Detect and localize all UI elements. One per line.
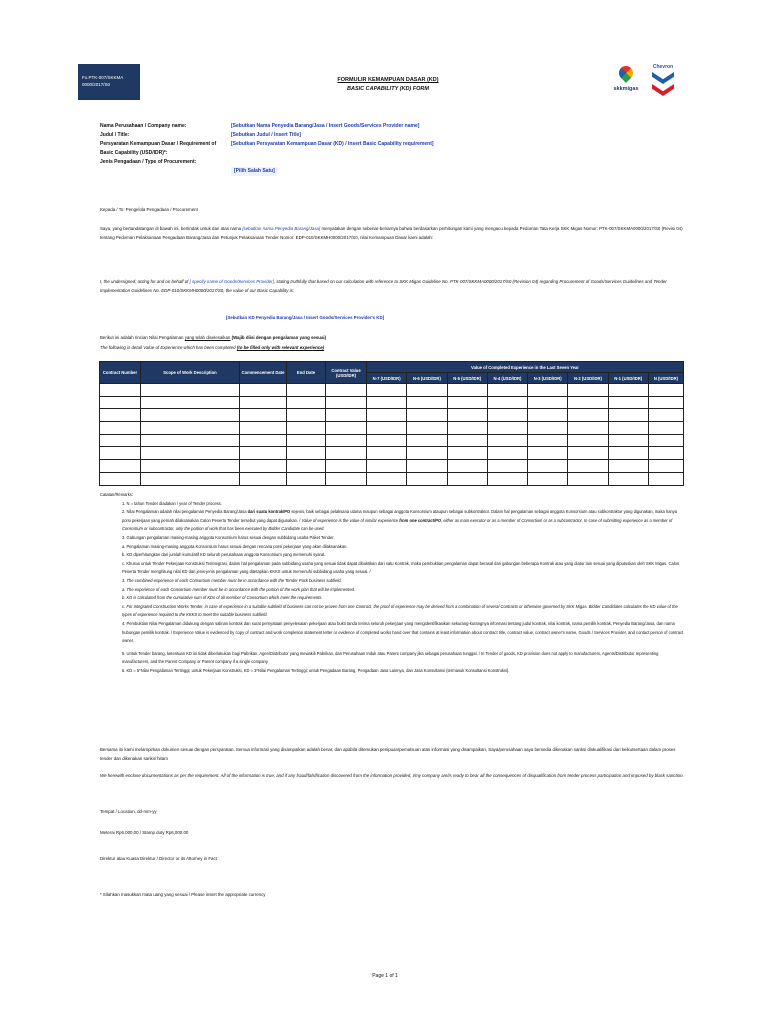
table-cell[interactable] bbox=[447, 472, 487, 485]
exp-intro-id-c: (Wajib diisi dengan pengalaman yang sesuai) bbox=[231, 335, 327, 340]
table-cell[interactable] bbox=[648, 447, 683, 460]
table-cell[interactable] bbox=[568, 384, 608, 397]
table-cell[interactable] bbox=[100, 460, 141, 473]
remark-1: 1. N = tahun Tender diadakan / year of Tender process. bbox=[122, 500, 222, 506]
table-cell[interactable] bbox=[648, 422, 683, 435]
table-cell[interactable] bbox=[141, 422, 240, 435]
remark-3b: b. KD diperhitungkan dari jumlah kumulatif KD seluruh perusahaan anggota Konsorsium yang memenuhi syarat. bbox=[122, 552, 326, 558]
table-cell[interactable] bbox=[326, 409, 367, 422]
chevron-shield-icon bbox=[652, 72, 674, 98]
table-cell[interactable] bbox=[141, 409, 240, 422]
table-cell[interactable] bbox=[648, 384, 683, 397]
table-cell[interactable] bbox=[648, 472, 683, 485]
table-cell[interactable] bbox=[100, 447, 141, 460]
table-cell[interactable] bbox=[568, 447, 608, 460]
table-cell[interactable] bbox=[568, 422, 608, 435]
table-cell[interactable] bbox=[287, 422, 326, 435]
col-year-5: N-2 (USD/IDR) bbox=[568, 373, 608, 384]
table-cell[interactable] bbox=[141, 472, 240, 485]
exp-intro-en-a: The following is detail Value of Experience which has been completed bbox=[100, 345, 236, 350]
table-cell[interactable] bbox=[367, 472, 407, 485]
col-year-3: N-4 (USD/IDR) bbox=[487, 373, 527, 384]
col-contract-number: Contract Number bbox=[100, 362, 141, 384]
table-cell[interactable] bbox=[141, 434, 240, 447]
table-row bbox=[100, 409, 684, 422]
remark-2: 2. Nilai Pengalaman adalah nilai pengalaman Penyedia Barang/Jasa dari suatu kontrak/PO sejenis, baik sebagai pelaksana utama maupun sebagai anggota Konsorsium ataupun sebagai subkontraktor. Dalam hal pengalaman sebagai anggota Konsorsium atau subkontraktor yang digunakan, maka hanya porsi pekerjaan yang pernah dilaksanakan Calon Peserta Tender tersebut yang dapat digunakan. / Value of experience is the value of similar experience from one contract/PO, either as main executor or as a member of Consortium or as a subcontractor. In case of submitting experience as a member of Consortium or subcontractor, only the portion of work that has been executed by Bidder Candidate can be used. bbox=[122, 509, 678, 532]
table-cell[interactable] bbox=[100, 409, 141, 422]
table-cell[interactable] bbox=[608, 434, 648, 447]
table-cell[interactable] bbox=[326, 460, 367, 473]
table-cell[interactable] bbox=[487, 384, 527, 397]
table-cell[interactable] bbox=[528, 409, 568, 422]
table-cell[interactable] bbox=[487, 434, 527, 447]
table-cell[interactable] bbox=[608, 460, 648, 473]
table-row bbox=[100, 384, 684, 397]
col-year-7: N (USD/IDR) bbox=[648, 373, 683, 384]
procurement-type-select[interactable]: [Pilih Salah Satu] bbox=[231, 167, 278, 176]
table-cell[interactable] bbox=[100, 472, 141, 485]
table-cell[interactable] bbox=[100, 434, 141, 447]
remark-6: 6. KD = 5*Nilai Pengalaman Tertinggi; untuk Pekerjaan Konstruksi, KD = 3*Nilai Pengalaman Tertinggi; untuk Pengadaan Barang, Pengadaan Jasa Lainnya, dan Jasa Konsultansi (termasuk Konsultansi Konstruksi). bbox=[122, 667, 510, 673]
form-title: FORMULIR KEMAMPUAN DASAR (KD) bbox=[337, 77, 439, 83]
form-code-line2: 0000/2017/S0 bbox=[82, 82, 111, 87]
table-cell[interactable] bbox=[447, 447, 487, 460]
company-name-field[interactable]: [Sebutkan Nama Penyedia Barang/Jasa / Insert Goods/Services Provider name] bbox=[231, 123, 420, 129]
place-date: Tempat / Location, dd-mm-yy bbox=[100, 809, 157, 814]
stamp-duty: Meterai Rp6.000,00 / Stamp duty Rp6,000.00 bbox=[100, 830, 189, 835]
currency-footnote: * Silahkan masukkan mata uang yang sesuai / Please insert the appropriate currency bbox=[100, 892, 266, 897]
table-cell[interactable] bbox=[407, 422, 447, 435]
table-cell[interactable] bbox=[528, 422, 568, 435]
table-cell[interactable] bbox=[608, 384, 648, 397]
declaration-id: Bersama ini kami melampirkan dokumen sesuai dengan persyaratan. Semua informasi yang disampaikan adalah benar, dan apabila ditemukan penipuan/pemalsuan atas informasi yang disampaikan, Saya/perusahaan saya bersedia dikenakan sanksi diskualifikasi dari keikutsertaan dalam proses tender dan dikenakan sanksi hitam bbox=[100, 747, 676, 761]
remark-3-en: 3. The combined experience of each Consortium member must be in accordance with the Tender Pack business subfield. bbox=[122, 577, 342, 583]
table-cell[interactable] bbox=[367, 434, 407, 447]
col-year-2: N-5 (USD/IDR) bbox=[447, 373, 487, 384]
table-cell[interactable] bbox=[528, 434, 568, 447]
table-cell[interactable] bbox=[447, 409, 487, 422]
experience-intro-id bbox=[100, 334, 685, 343]
table-cell[interactable] bbox=[487, 472, 527, 485]
table-cell[interactable] bbox=[407, 434, 447, 447]
table-cell[interactable] bbox=[528, 447, 568, 460]
table-cell[interactable] bbox=[141, 396, 240, 409]
table-cell[interactable] bbox=[568, 460, 608, 473]
experience-table bbox=[99, 361, 684, 486]
table-cell[interactable] bbox=[287, 460, 326, 473]
table-cell[interactable] bbox=[608, 409, 648, 422]
declaration-en: We herewith enclose documentations as per the requirement. All of the information is true, and if any fraud/falsification discovered from the information provided, I/my company am/is ready to bear all the consequences of disqualification from tender process participation and imposed by black sanction. bbox=[100, 773, 684, 778]
table-cell[interactable] bbox=[367, 396, 407, 409]
signatory-line: Direktur atau Kuasa Direktur / Director or its Attorney in Fact bbox=[100, 856, 217, 861]
table-cell[interactable] bbox=[407, 384, 447, 397]
table-cell[interactable] bbox=[141, 460, 240, 473]
table-cell[interactable] bbox=[407, 472, 447, 485]
form-code-line1: Fo.PTK-007/SKKMA bbox=[82, 75, 124, 80]
statement-id bbox=[100, 225, 685, 242]
table-cell[interactable] bbox=[240, 396, 287, 409]
recipient-line: Kepada / To: Pengelola Pengadaan / Procurement bbox=[100, 207, 198, 212]
procurement-type-label: Jenis Pengadaan / Type of Procurement: bbox=[100, 159, 197, 165]
table-cell[interactable] bbox=[100, 384, 141, 397]
table-cell[interactable] bbox=[240, 472, 287, 485]
table-cell[interactable] bbox=[240, 434, 287, 447]
table-cell[interactable] bbox=[608, 422, 648, 435]
skkmigas-logo-text: skkmigas bbox=[613, 86, 639, 92]
table-cell[interactable] bbox=[367, 447, 407, 460]
table-cell[interactable] bbox=[326, 422, 367, 435]
table-cell[interactable] bbox=[447, 422, 487, 435]
remark-3b-en: b. KD is calculated from the cumulative sum of KDs of all member of Consortium which meet the requirements. bbox=[122, 595, 323, 601]
table-cell[interactable] bbox=[487, 447, 527, 460]
requirement-field[interactable]: [Sebutkan Persyaratan Kemampuan Dasar (KD) / Insert Basic Capability requirement] bbox=[231, 141, 434, 147]
statement-en bbox=[100, 278, 685, 295]
table-cell[interactable] bbox=[608, 447, 648, 460]
exp-intro-id-a: Berikut ini adalah rincian Nilai Pengalaman bbox=[100, 335, 184, 340]
chevron-logo-text: Chevron bbox=[652, 64, 674, 70]
table-row bbox=[100, 396, 684, 409]
table-cell[interactable] bbox=[287, 384, 326, 397]
col-end-date: End Date bbox=[287, 362, 326, 384]
provider-name-placeholder-en[interactable]: [ specify name of Goods/Services Provider] bbox=[189, 279, 274, 284]
table-cell[interactable] bbox=[487, 460, 527, 473]
table-cell[interactable] bbox=[240, 422, 287, 435]
form-code-box bbox=[78, 64, 140, 100]
col-year-0: N-7 (USD/IDR) bbox=[367, 373, 407, 384]
table-cell[interactable] bbox=[447, 396, 487, 409]
company-name-label: Nama Perusahaan / Company name: bbox=[100, 123, 187, 129]
skkmigas-pin-icon bbox=[616, 63, 636, 83]
skkmigas-logo bbox=[610, 66, 642, 102]
remark-3c-en: c. For Integrated Construction Works Tender, in case of experience in a suitable subfield of business can not be proven from one Contract, the proof of experience may be derived from a combination of several Contracts or otherwise governed by SKK Migas. Bidder Candidates calculates the KD value of the types of experience required to the KKKS to meet the suitable business subfield. bbox=[122, 603, 678, 618]
table-cell[interactable] bbox=[240, 460, 287, 473]
experience-intro-en bbox=[100, 344, 685, 353]
remark-3a-en: a. The experience of each Consortium member must be in accordance with the portion of the work plan that will be implemented. bbox=[122, 586, 356, 592]
col-year-4: N-3 (USD/IDR) bbox=[528, 373, 568, 384]
table-cell[interactable] bbox=[528, 472, 568, 485]
table-cell[interactable] bbox=[287, 409, 326, 422]
col-year-1: N-6 (USD/IDR) bbox=[407, 373, 447, 384]
statement-en-part1: I, the undersigned, acting for and on behalf of bbox=[100, 279, 189, 284]
table-cell[interactable] bbox=[407, 396, 447, 409]
table-cell[interactable] bbox=[287, 472, 326, 485]
table-cell[interactable] bbox=[568, 472, 608, 485]
table-cell[interactable] bbox=[528, 460, 568, 473]
provider-name-placeholder[interactable]: [sebutkan nama Penyedia Barang/Jasa] bbox=[242, 226, 321, 231]
remarks bbox=[100, 491, 685, 675]
table-cell[interactable] bbox=[367, 384, 407, 397]
table-cell[interactable] bbox=[528, 396, 568, 409]
table-cell[interactable] bbox=[287, 447, 326, 460]
table-cell[interactable] bbox=[528, 384, 568, 397]
table-cell[interactable] bbox=[487, 396, 527, 409]
statement-id-part2: menyatakan dengan sebenar-benarnya bahwa berdasarkan perhitungan kami yang mengacu kepada Pedoman Tata Kerja SKK Migas Nomor: PTK-007/SKKMA0000/2017/S0 (Revisi 04) tentang Pedoman Pelaksanaan Pengadaan Barang/Jasa dan Petunjuk Pelaksanaan Tender Nomor: EDP-010/SKKMH0000/2017/S0, nilai Kemampuan Dasar kami adalah: bbox=[100, 226, 683, 240]
table-cell[interactable] bbox=[326, 384, 367, 397]
table-cell[interactable] bbox=[407, 409, 447, 422]
table-row bbox=[100, 434, 684, 447]
table-cell[interactable] bbox=[326, 434, 367, 447]
col-scope: Scope of Work Description bbox=[141, 362, 240, 384]
table-cell[interactable] bbox=[240, 409, 287, 422]
table-cell[interactable] bbox=[648, 460, 683, 473]
table-cell[interactable] bbox=[287, 396, 326, 409]
exp-intro-en-b: (to be filled only with relevant experience) bbox=[236, 345, 325, 350]
col-contract-value: Contract Value (USD/IDR) bbox=[326, 362, 367, 384]
table-cell[interactable] bbox=[407, 460, 447, 473]
chevron-logo bbox=[648, 64, 678, 104]
table-cell[interactable] bbox=[648, 434, 683, 447]
table-cell[interactable] bbox=[141, 384, 240, 397]
remark-5: 5. Untuk Tender barang, ketentuan KD ini tidak diberlakukan bagi Pabrikan, Agen/Distributor yang mewakili Pabrikan, dan Perusahaan Induk atau Parent company jika sebagai perusahaan tunggal. / In Tender of goods, KD provision does not apply to manufacturers, Agents/Distributor representing manufacturers, and the Parent Company or Parent company if a single company. bbox=[122, 650, 659, 665]
remark-4: 4. Pembuktian Nilai Pengalaman didukung dengan salinan kontrak dan surat pernyataan penyelesaian pekerjaan atau bukti tanda terima seluruh pekerjaan yang mengidentifikasikan sekurang-kurangnya informasi tentang judul kontrak, nilai kontrak, nama pemilik kontrak, Penyedia Barang/Jasa, dan nama hubungan pemilik kontrak. / Experience Value is evidenced by copy of contract and work completion statement letter or evidence of completed works hand over that contains at least information about contract title, contract value, contract owner's name, Goods / Services Provider, and contact person of contract owner. bbox=[122, 620, 684, 644]
table-cell[interactable] bbox=[487, 409, 527, 422]
table-row bbox=[100, 447, 684, 460]
table-cell[interactable] bbox=[141, 447, 240, 460]
table-cell[interactable] bbox=[608, 396, 648, 409]
table-cell[interactable] bbox=[447, 384, 487, 397]
title-field[interactable]: [Sebutkan Judul / Insert Title] bbox=[231, 132, 301, 138]
remarks-title: Catatan/Remarks: bbox=[100, 492, 133, 497]
table-cell[interactable] bbox=[100, 422, 141, 435]
col-commencement: Commencement Date bbox=[240, 362, 287, 384]
requirement-label: Persyaratan Kemampuan Dasar / Requirement of Basic Capability (USD/IDR)*: bbox=[100, 141, 217, 156]
remark-3: 3. Gabungan pengalaman masing-masing anggota Konsorsium harus sesuai dengan subbidang usaha Paket Tender. bbox=[122, 534, 335, 540]
table-cell[interactable] bbox=[326, 447, 367, 460]
table-cell[interactable] bbox=[367, 409, 407, 422]
table-cell[interactable] bbox=[367, 422, 407, 435]
page-number: Page 1 of 1 bbox=[372, 973, 398, 979]
table-cell[interactable] bbox=[326, 472, 367, 485]
table-cell[interactable] bbox=[407, 447, 447, 460]
document-header bbox=[78, 64, 692, 104]
kd-value-field[interactable]: [Sebutkan KD Penyedia Barang/Jasa / Insert Goods/Services Provider's KD] bbox=[225, 315, 385, 320]
remark-3a: a. Pengalaman masing-masing anggota Konsorsium harus sesuai dengan rencana porsi pekerjaan yang akan dilaksanakan. bbox=[122, 543, 348, 549]
table-cell[interactable] bbox=[568, 434, 608, 447]
table-cell[interactable] bbox=[568, 396, 608, 409]
table-cell[interactable] bbox=[287, 434, 326, 447]
table-cell[interactable] bbox=[648, 409, 683, 422]
table-cell[interactable] bbox=[568, 409, 608, 422]
table-row bbox=[100, 460, 684, 473]
table-cell[interactable] bbox=[326, 396, 367, 409]
col-group-experience: Value of Completed Experience in the Last Seven Year bbox=[367, 362, 684, 373]
col-year-6: N-1 (USD/IDR) bbox=[608, 373, 648, 384]
table-cell[interactable] bbox=[367, 460, 407, 473]
table-cell[interactable] bbox=[487, 422, 527, 435]
statement-id-part1: Saya, yang bertandatangan di bawah ini, bertindak untuk dan atas nama bbox=[100, 226, 242, 231]
info-values bbox=[231, 122, 481, 176]
table-cell[interactable] bbox=[648, 396, 683, 409]
title-label: Judul / Title: bbox=[100, 132, 130, 138]
remark-3c: c. Khusus untuk Tender Pekerjaan Konstruksi Terintegrasi, dalam hal pengalaman pada subbidang usaha yang sesuai tidak dapat dibuktikan dari satu Kontrak, maka pembuktian pengalaman dapat berasal dari gabungan beberapa Kontrak atau yang diatur lain sesuai yang diputuskan oleh SKK Migas. Calon Peserta Tender menghitung nilai KD dari jenis-jenis pengalaman yang ditetapkan KKKS untuk memenuhi subbidang usaha yang sesuai. / bbox=[122, 560, 680, 575]
table-cell[interactable] bbox=[240, 384, 287, 397]
form-subtitle: BASIC CAPABILITY (KD) FORM bbox=[347, 86, 429, 92]
exp-intro-id-b: yang telah diselesaikan bbox=[184, 335, 231, 340]
table-row bbox=[100, 472, 684, 485]
table-cell[interactable] bbox=[100, 396, 141, 409]
statement-en-part2: , stating truthfully that based on our calculation with reference to SKK Migas Guideline No. PTK-007/SKKMA0000/2017/S0 (Revision 04) regarding Procurement of Goods/Services Guidelines and Tender Implementation Guidelines No. EDP-010/SKKMH0000/2017/S0, the value of our Basic Capability is: bbox=[100, 279, 667, 293]
table-cell[interactable] bbox=[608, 472, 648, 485]
form-title-block bbox=[308, 76, 468, 94]
table-cell[interactable] bbox=[447, 460, 487, 473]
table-cell[interactable] bbox=[447, 434, 487, 447]
table-cell[interactable] bbox=[240, 447, 287, 460]
table-row bbox=[100, 422, 684, 435]
